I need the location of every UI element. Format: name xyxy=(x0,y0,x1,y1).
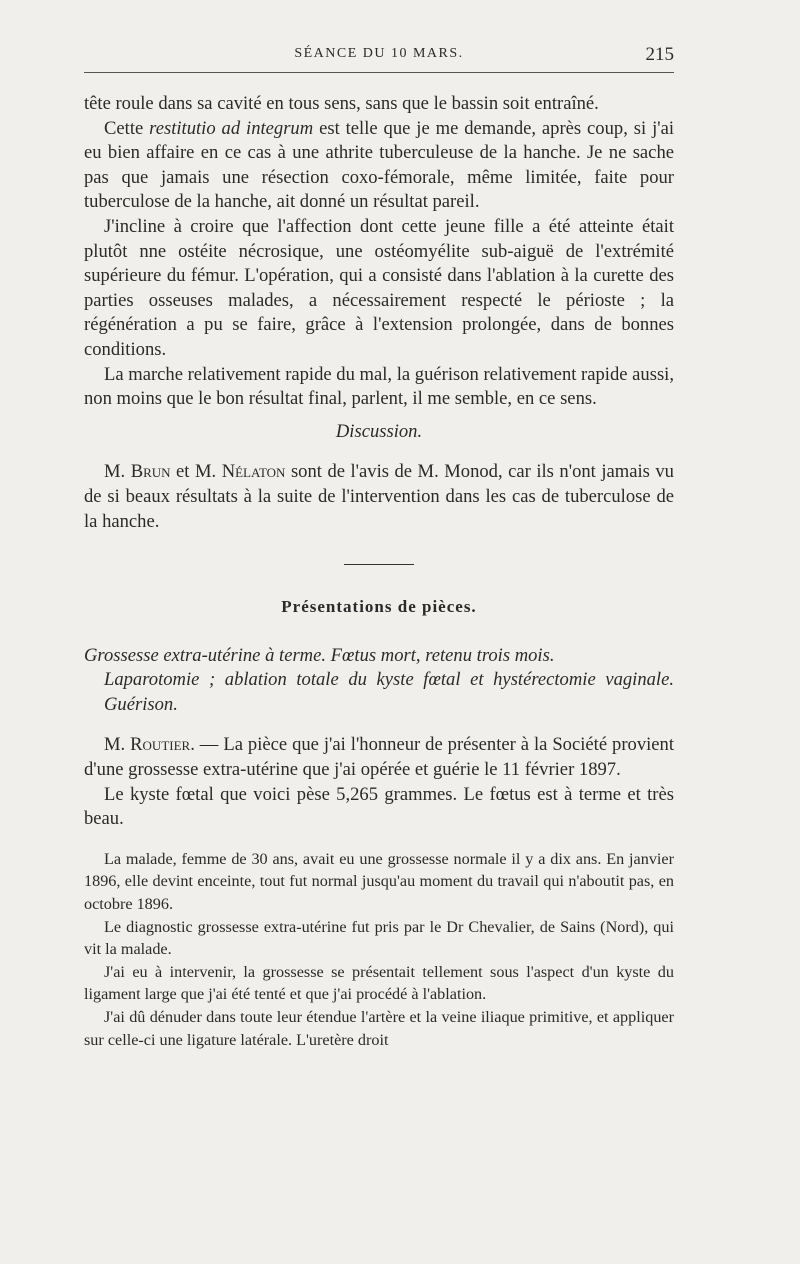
case-title xyxy=(84,644,674,718)
header-rule xyxy=(84,72,674,73)
paragraph-marche: La marche relativement rapide du mal, la guérison relativement rapide aussi, non moins que le bon résultat final, parlent, il me semble, en ce sens. xyxy=(84,363,674,410)
case-title-line: Laparotomie ; ablation totale du kyste fœtal et hystérectomie vaginale. Guérison. xyxy=(104,669,674,715)
observation-paragraph: J'ai dû dénuder dans toute leur étendue l'artère et la veine iliaque primitive, et appliquer sur celle-ci une ligature latérale. L'uretère droit xyxy=(84,1008,674,1049)
observation-paragraph: Le diagnostic grossesse extra-utérine fut pris par le Dr Chevalier, de Sains (Nord), qui vit la malade. xyxy=(84,917,674,959)
text-segment: est telle que je me demande, après coup, si j'ai eu bien affaire en ce cas à une athrite tuberculeuse de la hanche. Je ne sache pas que jamais une résection coxo-fémorale, même limitée, faite pour tuberculose de la hanche, ait donné un résultat pareil. xyxy=(84,117,674,213)
text-segment: — La pièce que j'ai l'honneur de présenter à la Société provient d'une grossesse extra-utérine que j'ai opérée et guérie le 11 février 1897. xyxy=(84,734,674,781)
paragraph-discussion xyxy=(84,460,674,534)
case-title-line: Grossesse extra-utérine à terme. Fœtus mort, retenu trois mois. xyxy=(84,644,555,666)
text-segment: Cette xyxy=(104,117,150,139)
speaker-nelaton: M. Nélaton xyxy=(195,461,286,483)
page-number: 215 xyxy=(645,44,674,65)
page-header xyxy=(84,44,674,68)
paragraph-continuation: tête roule dans sa cavité en tous sens, sans que le bassin soit entraîné. xyxy=(84,93,599,114)
speaker-brun: M. Brun xyxy=(104,461,171,483)
presentations-title: Présentations de pièces. xyxy=(281,597,477,617)
paragraph-osteite: J'incline à croire que l'affection dont cette jeune fille a été atteinte était plutôt nne ostéite nécrosique, une ostéomyélite sub-aiguë de l'extrémité supérieure du fémur. L'opération, qui a consisté dans l'ablation à la curette des parties osseuses malades, a nécessairement respecté le périoste ; la régénération a pu se faire, grâce à l'extension prolongée, dans de bonnes conditions. xyxy=(84,215,674,360)
observation-paragraph: La malade, femme de 30 ans, avait eu une grossesse normale il y a dix ans. En janvier 1896, elle devint enceinte, tout fut normal jusqu'au moment du travail qui n'aboutit pas, en octobre 1896. xyxy=(84,849,674,914)
italic-term: restitutio ad integrum xyxy=(149,117,314,139)
paragraph-kyste: Le kyste fœtal que voici pèse 5,265 grammes. Le fœtus est à terme et très beau. xyxy=(84,783,674,830)
paragraph-restitutio xyxy=(84,117,674,215)
discussion-title: Discussion. xyxy=(335,420,423,442)
text-segment: sont de l'avis de M. Monod, car ils n'ont jamais vu de si beaux résultats à la suite de l'intervention dans les cas de tuberculose de la hanche. xyxy=(84,461,674,532)
observation-text xyxy=(84,848,674,1051)
observation-paragraph: J'ai eu à intervenir, la grossesse se présentait tellement sous l'aspect d'un kyste du ligament large que j'ai été tenté et que j'ai procédé à l'ablation. xyxy=(84,962,674,1004)
paragraph-routier xyxy=(84,733,674,782)
text-segment: et xyxy=(170,461,195,483)
section-separator xyxy=(344,564,414,565)
body-text xyxy=(84,92,674,1051)
running-title: SÉANCE DU 10 MARS. xyxy=(294,46,464,61)
speaker-routier: M. Routier. xyxy=(104,734,195,756)
